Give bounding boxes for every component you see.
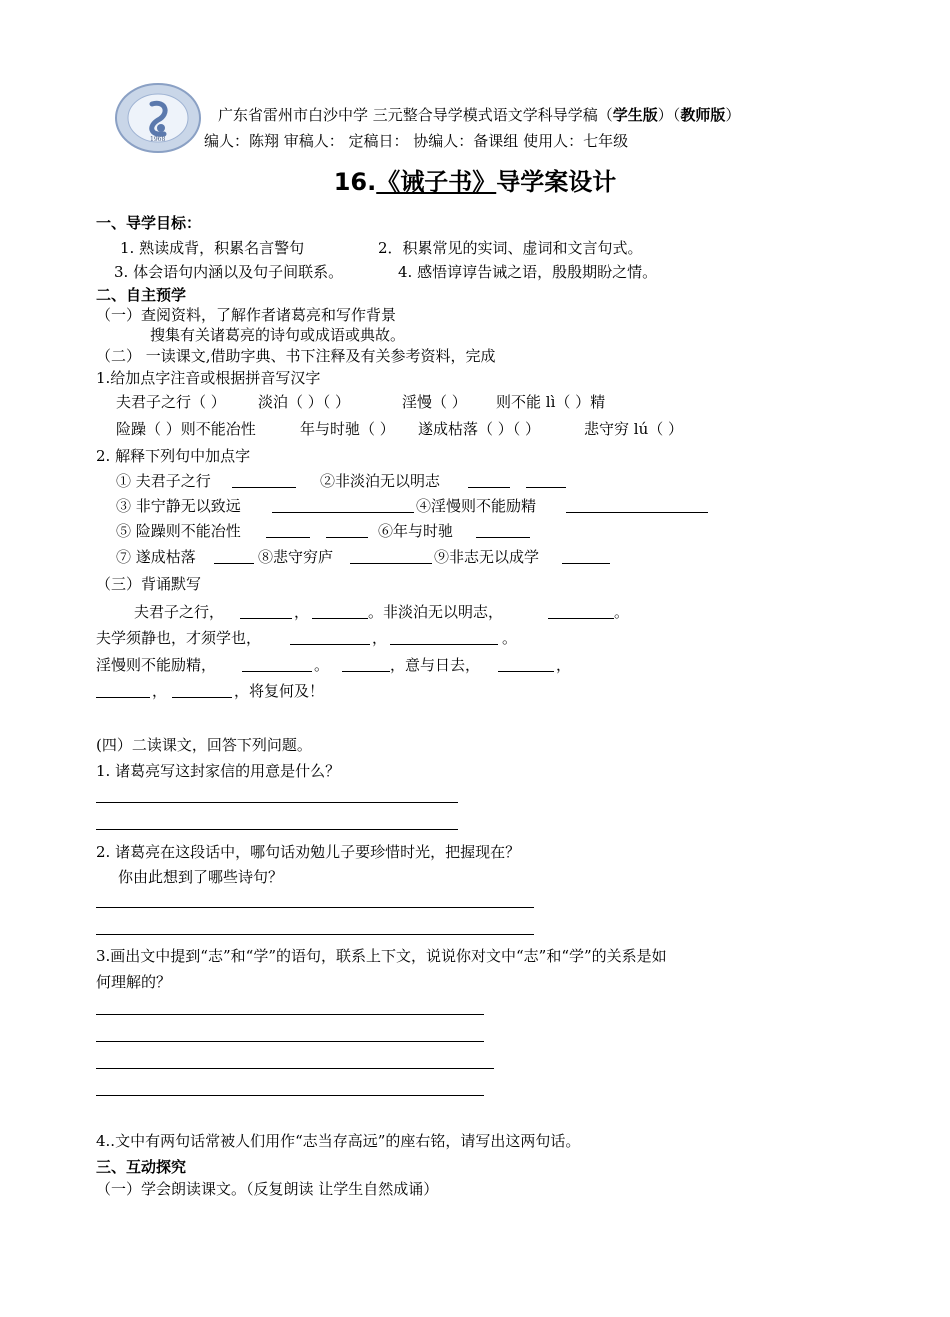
q1-text: 1.给加点字注音或根据拼音写汉字 <box>96 369 321 387</box>
school-logo <box>114 82 202 154</box>
answer-line <box>390 644 498 645</box>
section3-heading: 三、互动探究 <box>96 1158 187 1176</box>
question-4: 4..文中有两句话常被人们用作“志当存高远”的座右铭，请写出这两句话。 <box>96 1132 581 1150</box>
answer-line <box>498 671 554 672</box>
answer-line <box>566 512 708 513</box>
answer-line <box>350 563 432 564</box>
q2-item: ⑧悲守穷庐 <box>258 548 334 566</box>
q2-item: ⑥年与时驰 <box>378 522 454 540</box>
page-title: 16.《诫子书》导学案设计 <box>333 168 617 196</box>
answer-line <box>312 618 368 619</box>
recite-text: 夫君子之行， <box>134 603 225 621</box>
part4-heading: (四）二读课文，回答下列问题。 <box>96 736 312 754</box>
answer-line <box>562 563 610 564</box>
answer-line <box>342 671 390 672</box>
question-2: 2. 诸葛亮在这段话中，哪句话劝勉儿子要珍惜时光，把握现在？ <box>96 843 521 861</box>
answer-line <box>476 537 530 538</box>
answer-line <box>232 487 296 488</box>
prestudy-1: （一）查阅资料，了解作者诸葛亮和写作背景 <box>96 306 397 324</box>
recite-text: ， <box>556 656 572 674</box>
goal-4: 4. 感悟谆谆告诫之语，殷殷期盼之情。 <box>398 263 658 281</box>
answer-line <box>96 934 534 935</box>
answer-line <box>468 487 510 488</box>
answer-line <box>172 697 232 698</box>
recite-heading: （三）背诵默写 <box>96 575 202 593</box>
q2-item: ⑨非志无以成学 <box>434 548 540 566</box>
goal-2: 2．积累常见的实词、虚词和文言句式。 <box>378 239 643 257</box>
question-1: 1. 诸葛亮写这封家信的用意是什么？ <box>96 762 341 780</box>
recite-text: 淫慢则不能励精， <box>96 656 217 674</box>
answer-line <box>96 1041 484 1042</box>
q1-item: 年与时驰（ ） <box>300 420 395 438</box>
answer-line <box>266 537 310 538</box>
q2-item: ③ 非宁静无以致远 <box>116 497 241 515</box>
q2-item: ⑤ 险躁则不能冶性 <box>116 522 241 540</box>
prestudy-1b: 搜集有关诸葛亮的诗句或成语或典故。 <box>150 326 406 344</box>
answer-line <box>290 644 370 645</box>
answer-line <box>272 512 414 513</box>
q2-item: ④淫慢则不能励精 <box>416 497 537 515</box>
recite-text: ，意与日去， <box>390 656 481 674</box>
prestudy-2: （二） 一读课文,借助字典、书下注释及有关参考资料，完成 <box>96 347 496 365</box>
answer-line <box>96 907 534 908</box>
recite-text: ， <box>152 682 168 700</box>
q1-item: 则不能 lì（ ）精 <box>496 393 606 411</box>
recite-text: ，将复何及！ <box>234 682 325 700</box>
q2-item: ⑦ 遂成枯落 <box>116 548 196 566</box>
q2-item: ① 夫君子之行 <box>116 472 211 490</box>
answer-line <box>96 829 458 830</box>
section2-heading: 二、自主预学 <box>96 286 187 304</box>
q2-text: 2. 解释下列句中加点字 <box>96 447 251 465</box>
q1-item: 淫慢（ ） <box>402 393 467 411</box>
answer-line <box>242 671 312 672</box>
logo-year: 1968 <box>150 136 166 143</box>
answer-line <box>96 1095 484 1096</box>
explore-1: （一）学会朗读课文。（反复朗读 让学生自然成诵） <box>96 1180 439 1198</box>
answer-line <box>214 563 254 564</box>
question-3: 3.画出文中提到“志”和“学”的语句，联系上下文，说说你对文中“志”和“学”的关系是如 <box>96 947 667 965</box>
q1-item: 悲守穷 lú（ ） <box>584 420 683 438</box>
recite-text: 夫学须静也，才须学也， <box>96 629 262 647</box>
answer-line <box>96 697 150 698</box>
q1-item: 险躁（ ）则不能冶性 <box>116 420 256 438</box>
q2-item: ②非淡泊无以明志 <box>320 472 441 490</box>
question-3b: 何理解的？ <box>96 973 172 991</box>
recite-text: 。 <box>614 603 630 621</box>
answer-line <box>96 802 458 803</box>
answer-line <box>548 618 614 619</box>
answer-line <box>240 618 292 619</box>
question-2b: 你由此想到了哪些诗句？ <box>118 868 284 886</box>
recite-text: ， <box>294 603 310 621</box>
recite-text: ， <box>372 629 388 647</box>
q1-item: 淡泊（ ）（ ） <box>258 393 351 411</box>
answer-line <box>96 1014 484 1015</box>
answer-line <box>96 1068 494 1069</box>
recite-text: 。 <box>502 629 518 647</box>
section1-heading: 一、导学目标： <box>96 214 202 232</box>
goal-1: 1. 熟读成背，积累名言警句 <box>120 239 305 257</box>
header-line2: 编人：陈翔 审稿人： 定稿日： 协编人：备课组 使用人：七年级 <box>204 132 629 150</box>
q1-item: 夫君子之行（ ） <box>116 393 226 411</box>
answer-line <box>326 537 368 538</box>
goal-3: 3. 体会语句内涵以及句子间联系。 <box>114 263 344 281</box>
recite-text: 。 <box>314 656 330 674</box>
header-line1: 广东省雷州市白沙中学 三元整合导学模式语文学科导学稿（学生版）（教师版） <box>218 106 741 124</box>
answer-line <box>526 487 566 488</box>
recite-text: 。非淡泊无以明志， <box>368 603 504 621</box>
q1-item: 遂成枯落（ ）（ ） <box>418 420 541 438</box>
